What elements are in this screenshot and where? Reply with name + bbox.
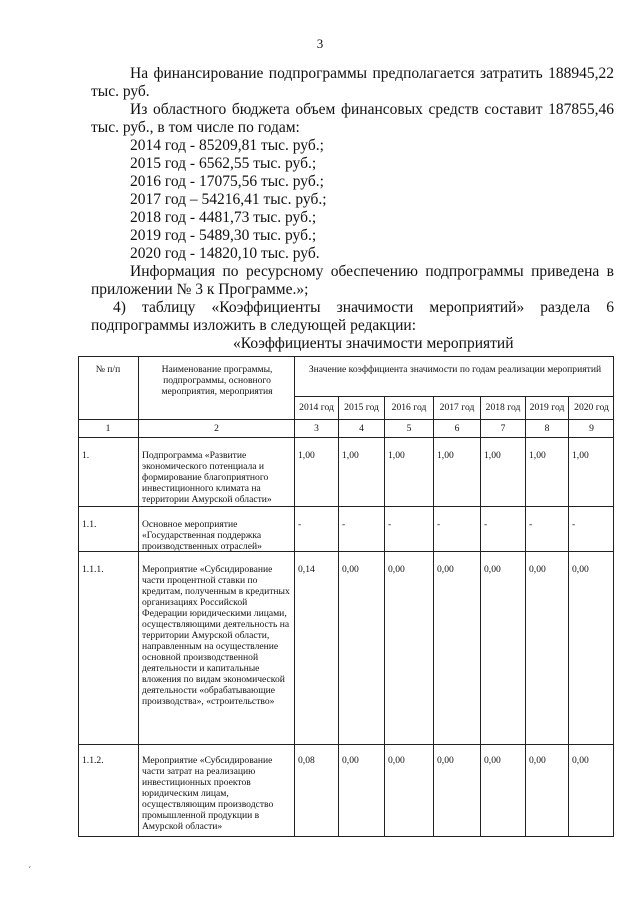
row-3-value-2015: 0,00 — [342, 564, 359, 575]
header-year-2018: 2018 год — [485, 402, 521, 413]
col-number-4: 4 — [359, 423, 364, 434]
col-number-8: 8 — [544, 423, 550, 434]
year-line-2017: 2017 год – 54216,41 тыс. руб.; — [130, 191, 327, 208]
row-3-value-2014: 0,14 — [298, 564, 315, 575]
header-year-2015: 2015 год — [344, 402, 379, 413]
row-3-value-2016: 0,00 — [388, 564, 405, 575]
row-3-value-2017: 0,00 — [437, 564, 454, 575]
row-2-num: 1.1. — [82, 519, 97, 530]
col-number-9: 9 — [589, 423, 594, 434]
row-1-value-2014: 1,00 — [298, 450, 315, 461]
row-3-value-2020: 0,00 — [572, 564, 589, 575]
paragraph-4-line-2: подпрограммы изложить в следующей редакции: — [91, 317, 417, 334]
row-1-value-2019: 1,00 — [529, 450, 546, 461]
row-4-value-2016: 0,00 — [388, 755, 405, 766]
row-1-name: Подпрограмма «Развитие экономического потенциала и формирование благоприятного инвестиционного климата на территории Амурской области» — [142, 450, 272, 505]
row-1-value-2017: 1,00 — [437, 450, 454, 461]
row-4-value-2019: 0,00 — [529, 755, 546, 766]
header-year-2019: 2019 год — [529, 402, 565, 413]
year-line-2015: 2015 год - 6562,55 тыс. руб.; — [130, 155, 317, 172]
year-line-2016: 2016 год - 17075,56 тыс. руб.; — [130, 173, 324, 190]
paragraph-4-line-1: 4) таблицу «Коэффициенты значимости мероприятий» раздела 6 — [113, 299, 614, 316]
paragraph-2-line-1: Из областного бюджета объем финансовых средств составит 187855,46 — [130, 101, 614, 118]
row-4-value-2017: 0,00 — [437, 755, 454, 766]
row-1-value-2015: 1,00 — [342, 450, 359, 461]
row-2-value-2017: - — [437, 519, 441, 530]
row-2-value-2016: - — [388, 519, 392, 530]
row-4-value-2014: 0,08 — [298, 755, 315, 766]
header-name: Наименование программы, подпрограммы, основного мероприятия, мероприятия — [161, 364, 273, 397]
year-line-2019: 2019 год - 5489,30 тыс. руб.; — [130, 227, 317, 244]
row-4-value-2018: 0,00 — [484, 755, 501, 766]
coefficients-table — [78, 356, 614, 837]
row-3-name: Мероприятие «Субсидирование части процентной ставки по кредитам, полученным в кредитных организациях Российской Федерации юридическими лицами, осуществляющими деятельность на территории Амурской области, направленным на осуществление основной производственной деятельности и капитальные вложения по видам экономической деятельности «обрабатывающие производства», «строительство» — [142, 564, 290, 707]
row-2-value-2014: - — [298, 519, 302, 530]
year-line-2020: 2020 год - 14820,10 тыс. руб. — [130, 245, 320, 262]
row-3-value-2019: 0,00 — [529, 564, 546, 575]
row-1-num: 1. — [82, 450, 90, 461]
paragraph-1-line-2: тыс. руб. — [91, 83, 150, 100]
row-3-value-2018: 0,00 — [484, 564, 501, 575]
row-4-value-2020: 0,00 — [572, 755, 589, 766]
row-4-name: Мероприятие «Субсидирование части затрат на реализацию инвестиционных проектов юридическим лицам, осуществляющим производство промышленной продукции в Амурской области» — [142, 755, 274, 832]
year-line-2018: 2018 год - 4481,73 тыс. руб.; — [130, 209, 317, 226]
row-3-num: 1.1.1. — [82, 564, 104, 575]
table-title: «Коэффициенты значимости мероприятий — [233, 335, 514, 352]
row-1-value-2016: 1,00 — [388, 450, 405, 461]
header-num: № п/п — [95, 364, 121, 375]
row-2-value-2018: - — [484, 519, 488, 530]
header-year-2017: 2017 год — [439, 402, 475, 413]
page-number: 3 — [316, 36, 324, 51]
paragraph-2-line-2: тыс. руб., в том числе по годам: — [91, 119, 300, 136]
header-year-2020: 2020 год — [574, 402, 609, 413]
paragraph-3-line-1: Информация по ресурсному обеспечению подпрограммы приведена в — [130, 263, 614, 280]
col-number-6: 6 — [454, 423, 460, 434]
col-number-7: 7 — [500, 423, 506, 434]
header-group: Значение коэффициента значимости по годам реализации мероприятий — [308, 364, 602, 375]
header-year-2014: 2014 год — [299, 402, 334, 413]
row-2-value-2019: - — [529, 519, 533, 530]
col-number-2: 2 — [214, 423, 219, 434]
year-line-2014: 2014 год - 85209,81 тыс. руб.; — [130, 137, 324, 154]
row-2-name: Основное мероприятие «Государственная поддержка производственных отраслей» — [142, 519, 262, 552]
scan-artifact-mark: ˊ — [28, 866, 32, 877]
col-number-3: 3 — [314, 423, 319, 434]
row-4-num: 1.1.2. — [82, 755, 104, 766]
col-number-1: 1 — [105, 423, 111, 434]
paragraph-3-line-2: приложении № 3 к Программе.»; — [91, 281, 309, 298]
row-2-value-2015: - — [342, 519, 346, 530]
row-2-value-2020: - — [572, 519, 576, 530]
paragraph-1-line-1: На финансирование подпрограммы предполагается затратить 188945,22 — [130, 65, 614, 82]
row-1-value-2018: 1,00 — [484, 450, 501, 461]
row-4-value-2015: 0,00 — [342, 755, 359, 766]
header-year-2016: 2016 год — [391, 402, 427, 413]
col-number-5: 5 — [406, 423, 412, 434]
row-1-value-2020: 1,00 — [572, 450, 589, 461]
